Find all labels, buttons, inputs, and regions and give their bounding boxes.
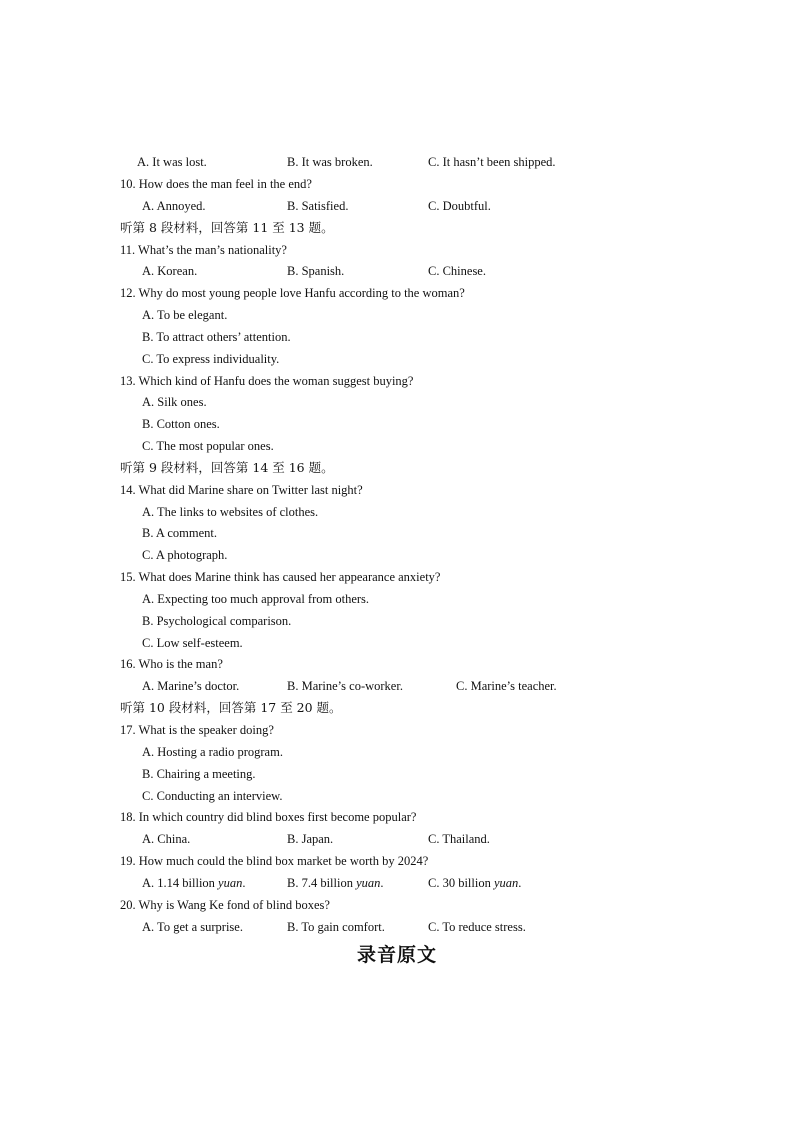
q18-option-b: B. Japan. [287, 832, 334, 846]
q12-stem: 12. Why do most young people love Hanfu according to the woman? [120, 286, 465, 300]
q20-option-c: C. To reduce stress. [428, 920, 526, 934]
q18-stem: 18. In which country did blind boxes first become popular? [120, 810, 417, 824]
q11-stem: 11. What’s the man’s nationality? [120, 243, 287, 257]
q17-option-a: A. Hosting a radio program. [142, 745, 283, 759]
q14-option-c: C. A photograph. [142, 548, 228, 562]
q18-option-a: A. China. [142, 832, 191, 846]
q9-option-c: C. It hasn’t been shipped. [428, 155, 556, 169]
q19-period-a: . [242, 876, 246, 890]
q9-option-b: B. It was broken. [287, 155, 373, 169]
q15-option-a: A. Expecting too much approval from others. [142, 592, 370, 606]
q11-option-b: B. Spanish. [287, 264, 345, 278]
q10-option-c: C. Doubtful. [428, 199, 491, 213]
q15-option-b: B. Psychological comparison. [142, 614, 292, 628]
q16-stem: 16. Who is the man? [120, 657, 223, 671]
q14-option-a: A. The links to websites of clothes. [142, 505, 319, 519]
section-10-heading: 听第 10 段材料，回答第 17 至 20 题。 [120, 700, 342, 715]
q13-stem: 13. Which kind of Hanfu does the woman suggest buying? [120, 374, 414, 388]
q16-option-c: C. Marine’s teacher. [456, 679, 557, 693]
q17-stem: 17. What is the speaker doing? [120, 723, 274, 737]
q19-option-b [287, 875, 384, 891]
section-8-heading: 听第 8 段材料，回答第 11 至 13 题。 [120, 220, 334, 235]
q15-option-c: C. Low self-esteem. [142, 636, 243, 650]
section-9-heading: 听第 9 段材料，回答第 14 至 16 题。 [120, 460, 334, 475]
q17-option-c: C. Conducting an interview. [142, 789, 283, 803]
q17-option-b: B. Chairing a meeting. [142, 767, 256, 781]
transcript-heading: 录音原文 [356, 944, 437, 966]
q20-option-a: A. To get a surprise. [142, 920, 243, 934]
q19-option-c [428, 875, 521, 891]
q20-option-b: B. To gain comfort. [287, 920, 385, 934]
q19-option-b-text: B. 7.4 billion [287, 876, 353, 890]
q14-option-b: B. A comment. [142, 526, 217, 540]
q19-option-c-text: C. 30 billion [428, 876, 491, 890]
q12-option-c: C. To express individuality. [142, 352, 280, 366]
q12-option-b: B. To attract others’ attention. [142, 330, 291, 344]
q10-stem: 10. How does the man feel in the end? [120, 177, 312, 191]
q20-stem: 20. Why is Wang Ke fond of blind boxes? [120, 898, 330, 912]
q12-option-a: A. To be elegant. [142, 308, 228, 322]
q11-option-c: C. Chinese. [428, 264, 486, 278]
q19-period-b: . [380, 876, 384, 890]
q16-option-b: B. Marine’s co-worker. [287, 679, 403, 693]
q10-option-b: B. Satisfied. [287, 199, 349, 213]
q15-stem: 15. What does Marine think has caused her appearance anxiety? [120, 570, 441, 584]
q18-option-c: C. Thailand. [428, 832, 490, 846]
q16-option-a: A. Marine’s doctor. [142, 679, 240, 693]
q19-stem: 19. How much could the blind box market be worth by 2024? [120, 854, 429, 868]
q19-unit-a: yuan [218, 876, 243, 890]
q13-option-b: B. Cotton ones. [142, 417, 220, 431]
q13-option-a: A. Silk ones. [142, 395, 207, 409]
q19-unit-c: yuan [493, 876, 519, 890]
q11-option-a: A. Korean. [142, 264, 198, 278]
q19-option-a [142, 875, 245, 891]
q19-unit-b: yuan [356, 876, 381, 890]
q9-option-a: A. It was lost. [137, 155, 207, 169]
q19-option-a-text: A. 1.14 billion [142, 876, 215, 890]
q19-period-c: . [518, 876, 522, 890]
q14-stem: 14. What did Marine share on Twitter last night? [120, 483, 363, 497]
q13-option-c: C. The most popular ones. [142, 439, 274, 453]
q10-option-a: A. Annoyed. [142, 199, 206, 213]
